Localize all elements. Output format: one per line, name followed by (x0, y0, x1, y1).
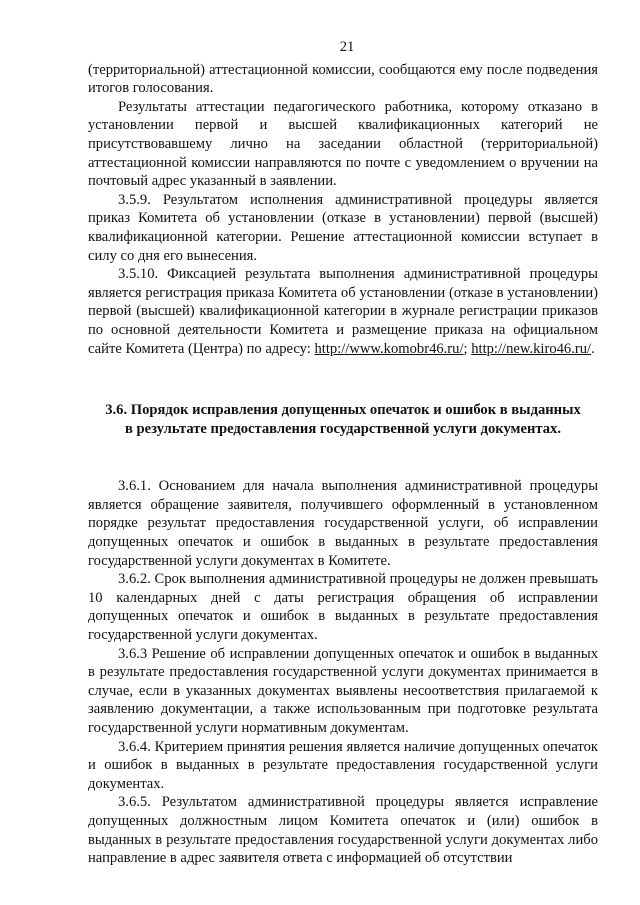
kiro46-link[interactable]: http://new.kiro46.ru/ (471, 340, 592, 357)
paragraph-3-5-9: 3.5.9. Результатом исполнения административной процедуры является приказ Комитета об установлении (отказе в установлении) первой (высшей) квалификационной категории. Решение аттестационной комиссии вступает в силу со дня его вынесения. (88, 191, 598, 264)
paragraph-3-6-3: 3.6.3 Решение об исправлении допущенных опечаток и ошибок в выданных в результате предоставления государственной услуги документах принимается в случае, если в указанных документах выявлены несоответствия прилагаемой к заявлению документации, а также использованным при подготовке результата государственной услуги нормативным документам. (88, 645, 598, 736)
paragraph-3-6-4: 3.6.4. Критерием принятия решения является наличие допущенных опечаток и ошибок в выданных в результате предоставления государственной услуги документах. (88, 738, 598, 792)
paragraph-attestation-results-mail: Результаты аттестации педагогического работника, которому отказано в установлении первой и высшей квалификационных категорий не присутствовавшему лично на заседании областной (территориальной) аттестационной комиссии направляются по почте с уведомлением о вручении на почтовый адрес указанный в заявлении. (88, 98, 598, 190)
paragraph-end: . (591, 340, 595, 357)
paragraph-3-6-1: 3.6.1. Основанием для начала выполнения административной процедуры является обращение заявителя, получившего оформленный в установленном порядке результат предоставления государственной услуги, об исправлении допущенных опечаток и ошибок в выданных в результате предоставления государственной услуги документах в Комитете. (88, 478, 598, 569)
paragraph-commission-voting: (территориальной) аттестационной комиссии, сообщаются ему после подведения итогов голосования. (88, 61, 598, 97)
document-page (88, 38, 598, 868)
paragraph-3-5-10 (88, 265, 598, 358)
paragraph-3-5-10-text: 3.5.10. Фиксацией результата выполнения административной процедуры является регистрация приказа Комитета об установлении (отказе в установлении) первой (высшей) квалификационной категории в журнале регистрации приказов по основной деятельности Комитета и размещение приказа на официальном сайте Комитета (Центра) по адресу: (88, 266, 598, 357)
paragraph-3-6-2: 3.6.2. Срок выполнения административной процедуры не должен превышать 10 календарных дней с даты регистрация обращения об исправлении допущенных опечаток и ошибок в выданных в результате предоставления государственной услуги документах. (88, 571, 598, 644)
page-number: 21 (339, 39, 355, 55)
link-separator: ; (463, 340, 472, 357)
komobr46-link[interactable]: http://www.komobr46.ru/ (314, 340, 464, 357)
section-title-3-6: 3.6. Порядок исправления допущенных опечаток и ошибок в выданных в результате предоставления государственной услуги документах. (105, 402, 581, 437)
paragraph-3-6-5: 3.6.5. Результатом административной процедуры является исправление допущенных должностным лицом Комитета опечаток и (или) ошибок в выданных в результате предоставления государственной услуги документах либо направление в адрес заявителя ответа с информацией об отсутствии (88, 794, 598, 867)
